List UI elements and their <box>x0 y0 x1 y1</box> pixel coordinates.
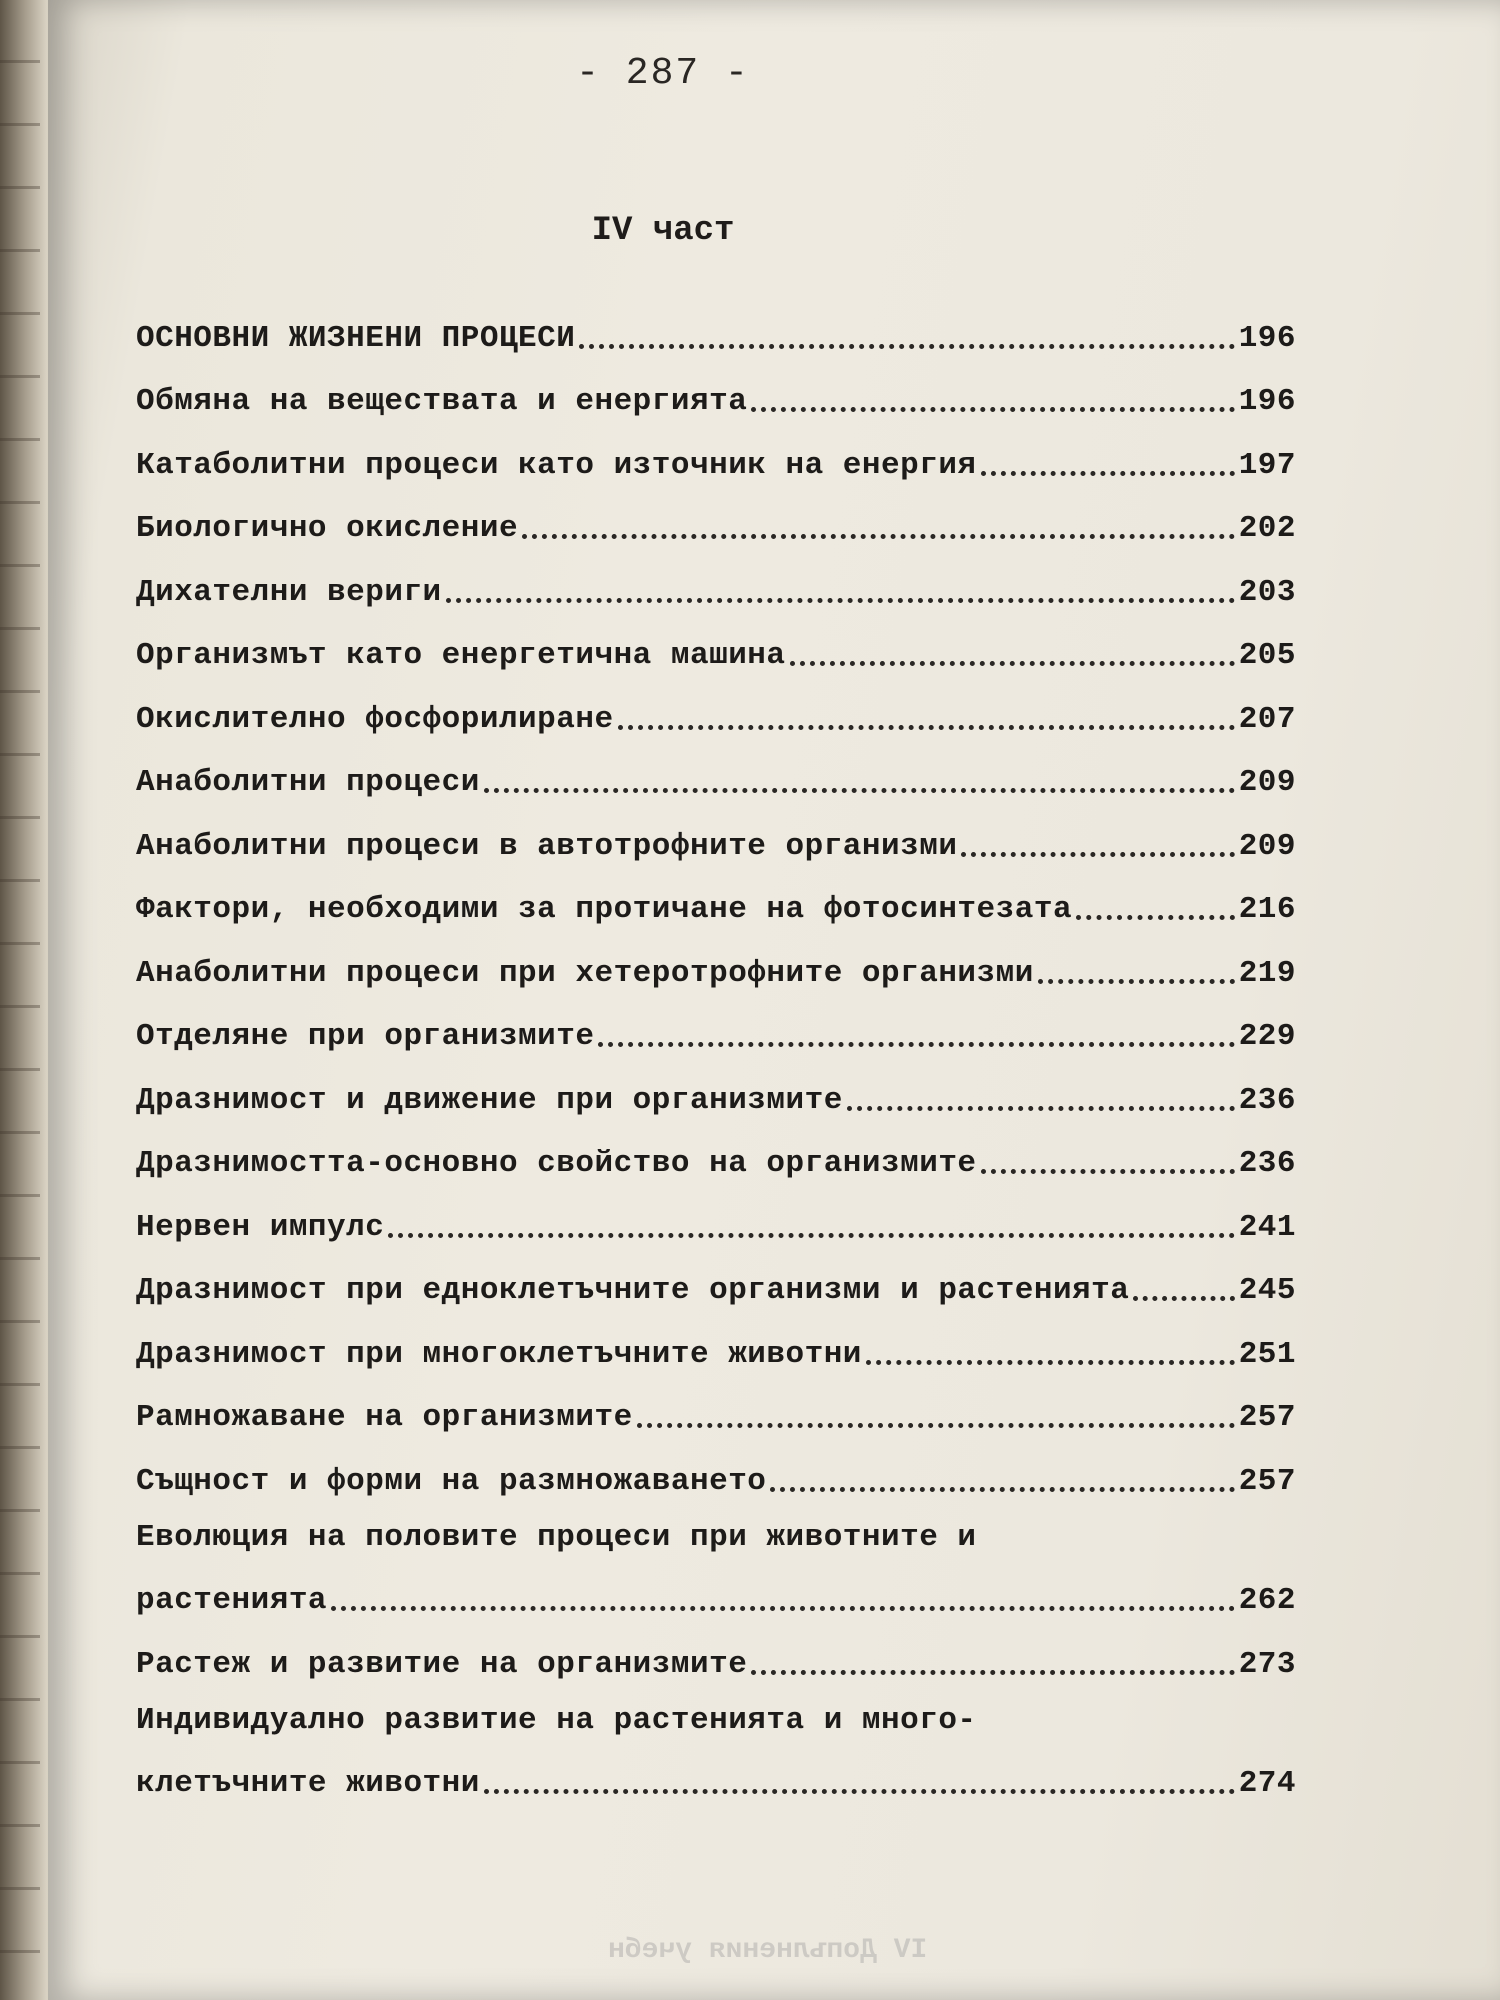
toc-entry-title: Дразнимост при многоклетъчните животни <box>136 1336 862 1372</box>
dot-leader <box>1038 979 1235 984</box>
dot-leader <box>981 1169 1235 1174</box>
toc-entry <box>136 546 1296 610</box>
toc-entry-title: Дразнимост и движение при организмите <box>136 1082 843 1118</box>
toc-entry-title: Организмът като енергетична машина <box>136 638 786 673</box>
toc-entry <box>136 1499 1296 1555</box>
dot-leader <box>331 1606 1235 1611</box>
toc-entry <box>136 1308 1296 1372</box>
bleed-through-text: IV Допълнения учебн <box>608 1935 928 1966</box>
table-of-contents <box>136 292 1296 1801</box>
toc-entry-page: 209 <box>1238 765 1296 800</box>
toc-entry-title: Окислително фосфорилиране <box>136 701 614 737</box>
toc-entry-page: 251 <box>1238 1336 1296 1372</box>
dot-leader <box>751 1670 1234 1675</box>
toc-entry <box>136 1118 1296 1182</box>
page-edges <box>0 0 40 2000</box>
dot-leader <box>618 725 1235 730</box>
toc-entry-page: 241 <box>1238 1209 1296 1245</box>
toc-entry <box>136 927 1296 991</box>
toc-entry-page: 207 <box>1238 701 1296 737</box>
toc-entry-page: 262 <box>1238 1583 1296 1618</box>
toc-entry-title: Отделяне при организмите <box>136 1019 595 1054</box>
toc-entry-title: ОСНОВНИ ЖИЗНЕНИ ПРОЦЕСИ <box>136 320 576 356</box>
toc-entry-title: Дихателни вериги <box>136 574 442 610</box>
dot-leader <box>790 661 1235 666</box>
toc-entry <box>136 737 1296 801</box>
toc-entry <box>136 1054 1296 1118</box>
toc-entry-page: 236 <box>1238 1082 1296 1118</box>
dot-leader <box>388 1233 1234 1238</box>
toc-entry-page: 229 <box>1238 1019 1296 1054</box>
toc-entry-title: Индивидуално развитие на растенията и много- <box>136 1702 977 1738</box>
toc-entry <box>136 800 1296 864</box>
toc-entry <box>136 1682 1296 1738</box>
part-title: IV част <box>591 212 735 250</box>
toc-entry-page: 197 <box>1238 447 1296 483</box>
toc-entry-title: Обмяна на веществата и енергията <box>136 384 748 419</box>
dot-leader <box>751 407 1234 412</box>
toc-entry <box>136 1555 1296 1619</box>
toc-entry-title: Растеж и развитие на организмите <box>136 1646 748 1682</box>
toc-entry-title: Дразнимост при едноклетъчните организми и растенията <box>136 1273 1130 1308</box>
toc-entry <box>136 1181 1296 1245</box>
toc-entry-title: Същност и форми на размножаването <box>136 1463 767 1499</box>
dot-leader <box>484 788 1235 793</box>
toc-entry-page: 274 <box>1238 1766 1296 1801</box>
dot-leader <box>484 1789 1235 1794</box>
dot-leader <box>866 1360 1235 1365</box>
toc-entry <box>136 292 1296 356</box>
toc-entry-title: Биологично окисление <box>136 511 519 546</box>
dot-leader <box>1076 915 1235 920</box>
dot-leader <box>847 1106 1235 1111</box>
dot-leader <box>770 1487 1234 1492</box>
toc-entry-title: клетъчните животни <box>136 1766 480 1801</box>
toc-entry-title: Нервен импулс <box>136 1209 385 1245</box>
toc-entry <box>136 1245 1296 1309</box>
toc-entry-page: 202 <box>1238 511 1296 546</box>
toc-entry-page: 273 <box>1238 1646 1296 1682</box>
toc-entry <box>136 864 1296 928</box>
toc-entry-page: 245 <box>1238 1273 1296 1308</box>
toc-entry-title: Катаболитни процеси като източник на енергия <box>136 447 977 483</box>
toc-entry-title: Еволюция на половите процеси при животните и <box>136 1519 977 1555</box>
toc-entry <box>136 991 1296 1055</box>
page-number: - 287 - <box>576 52 750 95</box>
toc-entry <box>136 1435 1296 1499</box>
toc-entry-page: 236 <box>1238 1146 1296 1181</box>
toc-entry-page: 216 <box>1238 892 1296 927</box>
dot-leader <box>598 1042 1234 1047</box>
toc-entry-page: 196 <box>1238 320 1296 356</box>
toc-entry-title: Рамножаване на организмите <box>136 1400 633 1435</box>
dot-leader <box>1133 1296 1234 1301</box>
dot-leader <box>961 852 1234 857</box>
toc-entry-title: Анаболитни процеси при хетеротрофните организми <box>136 955 1034 991</box>
toc-entry <box>136 1618 1296 1682</box>
toc-entry <box>136 673 1296 737</box>
toc-entry-page: 209 <box>1238 828 1296 864</box>
toc-entry <box>136 610 1296 674</box>
toc-entry-page: 203 <box>1238 574 1296 610</box>
toc-entry-page: 257 <box>1238 1400 1296 1435</box>
book-page <box>48 0 1500 2000</box>
toc-entry-page: 205 <box>1238 638 1296 673</box>
toc-entry-page: 219 <box>1238 955 1296 991</box>
toc-entry-title: растенията <box>136 1583 328 1618</box>
toc-entry-page: 196 <box>1238 384 1296 419</box>
dot-leader <box>637 1423 1235 1428</box>
dot-leader <box>446 598 1235 603</box>
dot-leader <box>981 471 1235 476</box>
toc-entry-title: Анаболитни процеси в автотрофните организми <box>136 828 958 864</box>
toc-entry <box>136 483 1296 547</box>
toc-entry <box>136 1372 1296 1436</box>
toc-entry-title: Фактори, необходими за протичане на фотосинтезата <box>136 892 1073 927</box>
dot-leader <box>579 344 1234 349</box>
toc-entry <box>136 1738 1296 1802</box>
toc-entry-title: Анаболитни процеси <box>136 765 480 800</box>
toc-entry <box>136 356 1296 420</box>
toc-entry-page: 257 <box>1238 1463 1296 1499</box>
toc-entry <box>136 419 1296 483</box>
dot-leader <box>522 534 1235 539</box>
toc-entry-title: Дразнимостта-основно свойство на организмите <box>136 1146 977 1181</box>
